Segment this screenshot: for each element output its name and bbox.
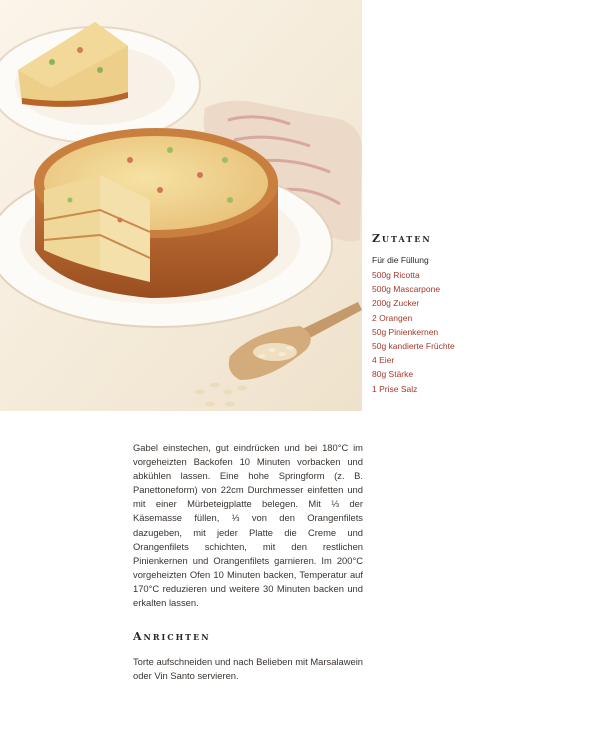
ingredient-item: 500g Mascarpone <box>372 284 441 295</box>
ingredient-item: 200g Zucker <box>372 298 420 309</box>
method-paragraph: Gabel einstechen, gut eindrücken und bei 180°C im vorgeheizten Backofen 10 Minuten vorbacken und abkühlen lassen. Eine hohe Springform (z. B. Panettoneform) von 22cm Durchmesser einfetten und mit einer Mürbeteigplatte belegen. Mit ⅓ der Käsemasse füllen, ⅓ von den Orangenfilets dazugeben, mit jeder Platte die Creme und Orangenfilets schichten, mit den restlichen Pinienkernen und Orangenfilets garnieren. Im 200°C vorgeheizten Ofen 10 Minuten backen, Temperatur auf 170°C reduzieren und weitere 30 Minuten backen und erkalten lassen. <box>133 442 363 609</box>
cake-illustration <box>0 0 362 411</box>
serving-heading: Anrichten <box>133 630 211 644</box>
ingredient-item: 50g Pinienkernen <box>372 326 439 337</box>
ingredient-item: 50g kandierte Früchte <box>372 341 455 352</box>
cake <box>34 128 278 298</box>
ingredient-item: 1 Prise Salz <box>372 383 418 394</box>
serving-paragraph: Torte aufschneiden und nach Belieben mit Marsalawein oder Vin Santo servieren. <box>133 656 363 682</box>
ingredient-item: 2 Orangen <box>372 312 413 323</box>
ingredient-item: 4 Eier <box>372 355 395 366</box>
filling-subheading: Für die Füllung <box>372 255 429 265</box>
ingredients-panel <box>372 232 572 396</box>
ingredient-item: 80g Stärke <box>372 369 414 380</box>
ingredient-list <box>372 268 572 396</box>
ingredient-item: 500g Ricotta <box>372 270 420 280</box>
cake-photo <box>0 0 362 411</box>
ingredients-heading: Zutaten <box>372 232 432 245</box>
recipe-body <box>133 441 363 683</box>
